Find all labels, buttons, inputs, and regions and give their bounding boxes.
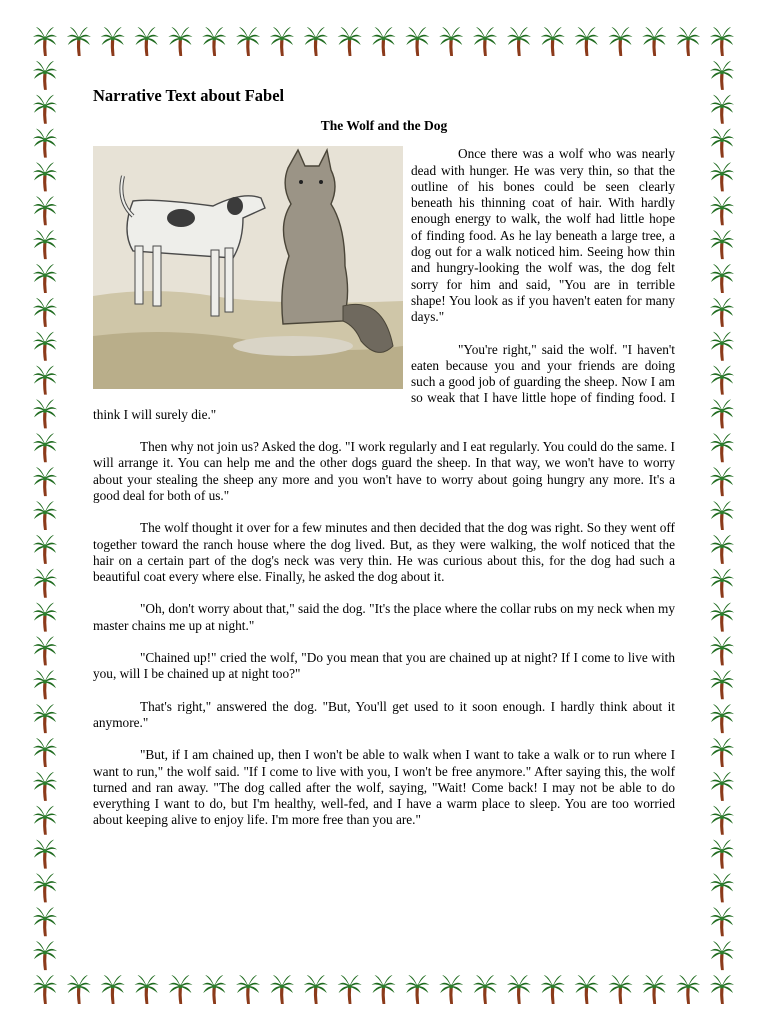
palm-tree-icon bbox=[202, 27, 226, 56]
palm-tree-icon bbox=[33, 840, 57, 869]
palm-tree-icon bbox=[33, 95, 57, 124]
palm-tree-icon bbox=[405, 27, 429, 56]
palm-tree-icon bbox=[67, 975, 91, 1004]
palm-tree-icon bbox=[372, 27, 396, 56]
palm-tree-icon bbox=[608, 27, 632, 56]
palm-tree-icon bbox=[710, 95, 734, 124]
paragraph: "You're right," said the wolf. "I haven't eaten because you and your friends are doing such a good job of guarding the sheep. Now I am so weak that I have little hope of finding food. I think I will surely die." bbox=[93, 341, 675, 422]
palm-tree-icon bbox=[202, 975, 226, 1004]
palm-tree-icon bbox=[101, 975, 125, 1004]
palm-tree-icon bbox=[541, 27, 565, 56]
palm-tree-icon bbox=[710, 636, 734, 665]
palm-tree-icon bbox=[33, 162, 57, 191]
palm-tree-icon bbox=[710, 873, 734, 902]
palm-tree-icon bbox=[575, 27, 599, 56]
palm-tree-icon bbox=[710, 129, 734, 158]
palm-tree-icon bbox=[575, 975, 599, 1004]
palm-tree-icon bbox=[33, 569, 57, 598]
palm-tree-icon bbox=[135, 975, 159, 1004]
palm-tree-icon bbox=[67, 27, 91, 56]
palm-tree-icon bbox=[642, 27, 666, 56]
palm-tree-icon bbox=[135, 27, 159, 56]
palm-tree-icon bbox=[710, 975, 734, 1004]
palm-tree-icon bbox=[33, 298, 57, 327]
palm-tree-icon bbox=[710, 704, 734, 733]
palm-tree-icon bbox=[710, 840, 734, 869]
palm-tree-icon bbox=[33, 196, 57, 225]
paragraph: That's right," answered the dog. "But, You'll get used to it soon enough. I hardly think about it anymore." bbox=[93, 698, 675, 730]
palm-tree-icon bbox=[710, 772, 734, 801]
paragraph: Once there was a wolf who was nearly dead with hunger. He was very thin, so that the outline of his bones could be seen clearly beneath his thinning coat of hair. With hardly enough energy to walk, the wolf had little hope of finding food. As he lay beneath a large tree, a dog out for a walk noticed him. Seeing how thin and hungry-looking the wolf was, the dog felt sorry for him and said, "You are in terrible shape! You look as if you haven't eaten for many days." bbox=[411, 146, 675, 325]
wolf-and-dog-illustration bbox=[93, 146, 403, 389]
document-heading: Narrative Text about Fabel bbox=[93, 86, 285, 105]
palm-tree-icon bbox=[710, 27, 734, 56]
palm-tree-icon bbox=[33, 61, 57, 90]
palm-tree-icon bbox=[33, 806, 57, 835]
palm-tree-icon bbox=[710, 670, 734, 699]
palm-tree-icon bbox=[608, 975, 632, 1004]
palm-tree-icon bbox=[33, 399, 57, 428]
palm-tree-icon bbox=[304, 27, 328, 56]
palm-tree-icon bbox=[507, 27, 531, 56]
palm-tree-icon bbox=[710, 806, 734, 835]
palm-tree-icon bbox=[710, 366, 734, 395]
palm-tree-icon bbox=[676, 975, 700, 1004]
palm-tree-icon bbox=[33, 129, 57, 158]
palm-tree-icon bbox=[33, 332, 57, 361]
palm-tree-icon bbox=[710, 162, 734, 191]
palm-tree-icon bbox=[507, 975, 531, 1004]
palm-tree-icon bbox=[710, 230, 734, 259]
palm-tree-icon bbox=[168, 975, 192, 1004]
palm-tree-icon bbox=[710, 264, 734, 293]
palm-tree-icon bbox=[101, 27, 125, 56]
palm-tree-icon bbox=[33, 975, 57, 1004]
palm-tree-icon bbox=[33, 366, 57, 395]
palm-tree-icon bbox=[710, 535, 734, 564]
palm-tree-icon bbox=[710, 603, 734, 632]
palm-tree-icon bbox=[405, 975, 429, 1004]
palm-tree-icon bbox=[33, 670, 57, 699]
palm-tree-icon bbox=[439, 27, 463, 56]
palm-tree-icon bbox=[710, 738, 734, 767]
palm-tree-icon bbox=[304, 975, 328, 1004]
palm-tree-icon bbox=[338, 975, 362, 1004]
palm-tree-icon bbox=[372, 975, 396, 1004]
palm-tree-icon bbox=[710, 399, 734, 428]
palm-tree-icon bbox=[676, 27, 700, 56]
palm-tree-icon bbox=[33, 704, 57, 733]
palm-tree-icon bbox=[33, 27, 57, 56]
palm-tree-icon bbox=[710, 196, 734, 225]
palm-tree-icon bbox=[33, 264, 57, 293]
palm-tree-icon bbox=[710, 941, 734, 970]
palm-tree-icon bbox=[473, 27, 497, 56]
paragraph: The wolf thought it over for a few minutes and then decided that the dog was right. So they went off together toward the ranch house where the dog lived. But, as they were walking, the wolf noticed that the hair on a certain part of the dog's neck was very thin. He was curious about this, for the dog had such a beautiful coat every where else. Finally, he asked the dog about it. bbox=[93, 520, 675, 585]
palm-tree-icon bbox=[710, 332, 734, 361]
palm-tree-icon bbox=[270, 975, 294, 1004]
palm-tree-icon bbox=[33, 230, 57, 259]
palm-tree-icon bbox=[33, 738, 57, 767]
palm-tree-icon bbox=[710, 501, 734, 530]
paragraph: "Oh, don't worry about that," said the dog. "It's the place where the collar rubs on my neck when my master chains me up at night." bbox=[93, 601, 675, 633]
palm-tree-icon bbox=[710, 467, 734, 496]
paragraph: "But, if I am chained up, then I won't be able to walk when I want to take a walk or to run where I want to run," the wolf said. "If I come to live with you, I won't be free anymore." After saying this, the wolf turned and ran away. "The dog called after the wolf, saying, "Wait! Come back! I may not be able to do everything I want to do, but I'm healthy, well-fed, and I have a warm place to sleep. You are too worried about keeping alive to enjoy life. I'm more free than you are." bbox=[93, 747, 675, 828]
palm-tree-icon bbox=[33, 907, 57, 936]
paragraph: "Chained up!" cried the wolf, "Do you mean that you are chained up at night? If I come to live with you, will I be chained up at night too?" bbox=[93, 650, 675, 682]
palm-tree-icon bbox=[338, 27, 362, 56]
palm-tree-icon bbox=[642, 975, 666, 1004]
palm-tree-icon bbox=[33, 535, 57, 564]
palm-tree-icon bbox=[236, 27, 260, 56]
palm-tree-icon bbox=[541, 975, 565, 1004]
paragraph: Then why not join us? Asked the dog. "I work regularly and I eat regularly. You could do the same. I will arrange it. You can help me and the other dogs guard the sheep. In that way, we won't have to worry about your stealing the sheep any more and you won't have to worry about going hungry any more. It's a good deal for both of us." bbox=[93, 439, 675, 503]
palm-tree-icon bbox=[33, 603, 57, 632]
palm-tree-icon bbox=[33, 636, 57, 665]
palm-tree-icon bbox=[33, 501, 57, 530]
palm-tree-icon bbox=[710, 569, 734, 598]
palm-tree-icon bbox=[710, 907, 734, 936]
palm-tree-icon bbox=[710, 433, 734, 462]
palm-tree-icon bbox=[439, 975, 463, 1004]
palm-tree-icon bbox=[270, 27, 294, 56]
palm-tree-icon bbox=[33, 467, 57, 496]
palm-tree-icon bbox=[236, 975, 260, 1004]
palm-tree-icon bbox=[33, 941, 57, 970]
palm-tree-icon bbox=[33, 873, 57, 902]
palm-tree-icon bbox=[710, 298, 734, 327]
document-body bbox=[93, 86, 675, 845]
palm-tree-icon bbox=[473, 975, 497, 1004]
palm-tree-icon bbox=[33, 772, 57, 801]
palm-tree-icon bbox=[33, 433, 57, 462]
palm-tree-icon bbox=[710, 61, 734, 90]
story-title: The Wolf and the Dog bbox=[320, 118, 448, 133]
palm-tree-icon bbox=[168, 27, 192, 56]
